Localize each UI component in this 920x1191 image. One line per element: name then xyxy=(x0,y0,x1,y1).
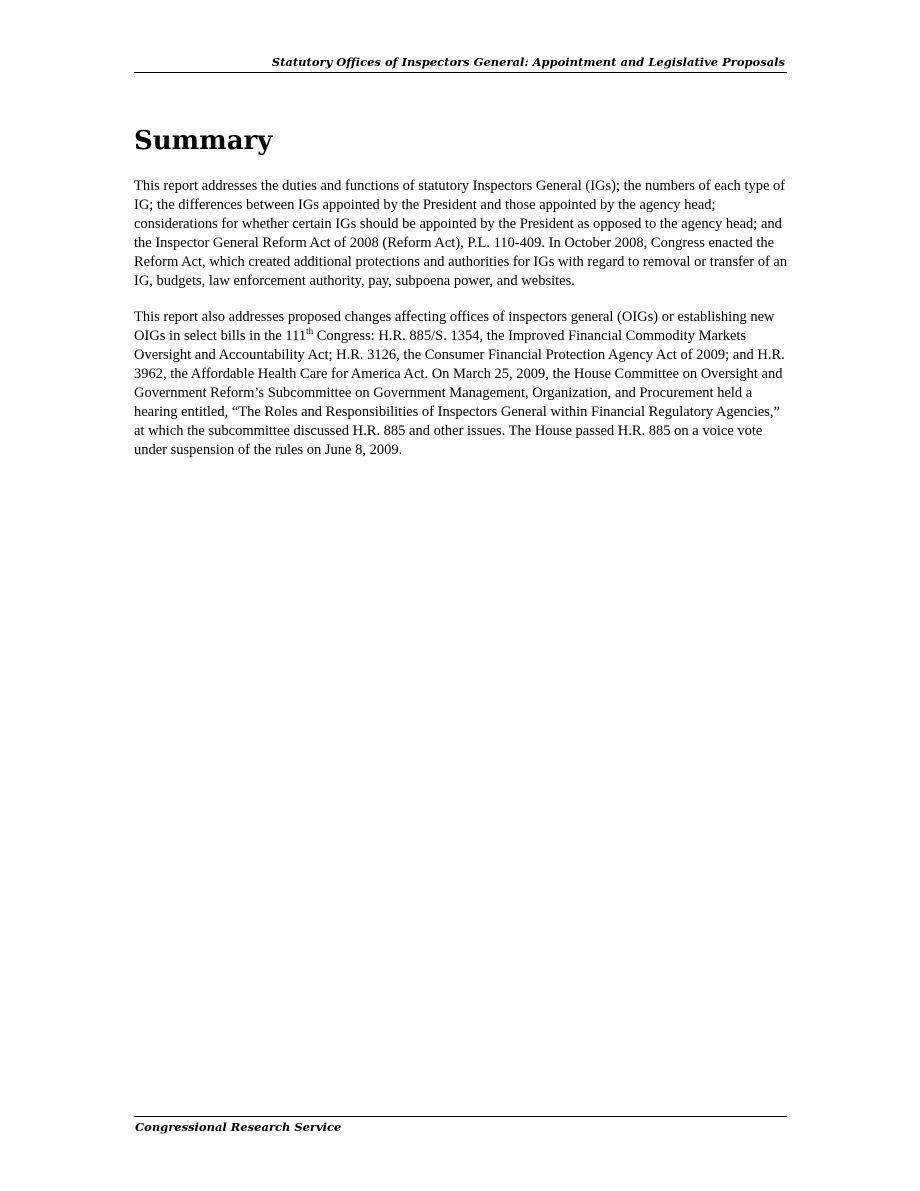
paragraph-2-text-start: This report also addresses proposed changes affecting offices of inspectors general (OIGs) or establishing new OIGs in select bills in the 111 xyxy=(134,309,775,345)
footer-organization: Congressional Research Service xyxy=(135,1120,342,1134)
footer-divider xyxy=(134,1116,787,1117)
running-header: Statutory Offices of Inspectors General: Appointment and Legislative Proposals xyxy=(271,55,785,69)
header-divider xyxy=(134,72,787,73)
paragraph-2-text-end: Congress: H.R. 885/S. 1354, the Improved Financial Commodity Markets Oversight and Accountability Act; H.R. 3126, the Consumer Financial Protection Agency Act of 2009; and H.R. 3962, the Affordable Health Care for America Act. On March 25, 2009, the House Committee on Oversight and Government Reform’s Subcommittee on Government Management, Organization, and Procurement held a hearing entitled, “The Roles and Responsibilities of Inspectors General within Financial Regulatory Agencies,” at which the subcommittee discussed H.R. 885 and other issues. The House passed H.R. 885 on a voice vote under suspension of the rules on June 8, 2009. xyxy=(134,328,785,458)
summary-body xyxy=(134,177,789,478)
summary-paragraph-1: This report addresses the duties and functions of statutory Inspectors General (IGs); the numbers of each type of IG; the differences between IGs appointed by the President and those appointed by the agency head; considerations for whether certain IGs should be appointed by the President as opposed to the agency head; and the Inspector General Reform Act of 2008 (Reform Act), P.L. 110-409. In October 2008, Congress enacted the Reform Act, which created additional protections and authorities for IGs with regard to removal or transfer of an IG, budgets, law enforcement authority, pay, subpoena power, and websites. xyxy=(134,178,788,289)
page-title: Summary xyxy=(134,126,273,156)
summary-paragraph-2 xyxy=(134,308,789,459)
ordinal-superscript: th xyxy=(306,326,314,337)
